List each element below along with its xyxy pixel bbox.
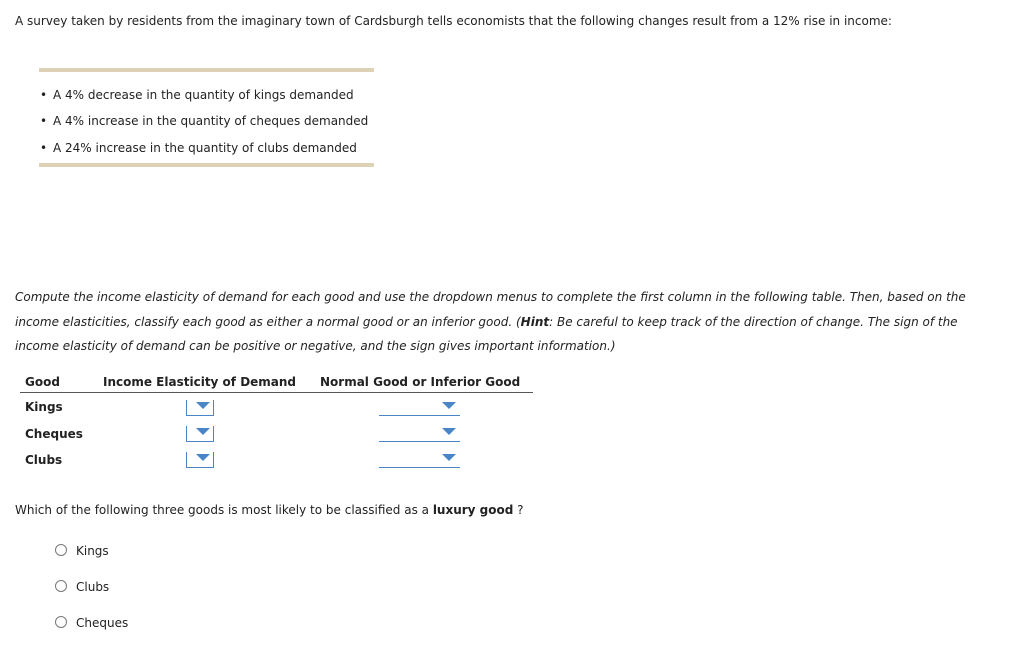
luxury-question [15,502,524,518]
dropdown-arrow-icon [196,428,210,435]
intro-text: A survey taken by residents from the imaginary town of Cardsburgh tells economists that the following changes result from a 12% rise in income: [15,14,892,28]
header-classification: Normal Good or Inferior Good [320,375,521,389]
row-label-clubs: Clubs [25,453,63,467]
option-label: Kings [76,544,109,558]
hint-label: Hint [520,314,550,329]
income-changes-box [39,68,374,167]
dropdown-arrow-icon [196,454,210,461]
radio-button[interactable] [55,616,67,628]
option-label: Clubs [76,580,110,594]
dropdown-arrow-icon [442,402,456,409]
row-label-kings: Kings [25,400,63,414]
header-elasticity: Income Elasticity of Demand [103,375,297,389]
clubs-classification-dropdown[interactable] [379,452,460,468]
dropdown-arrow-icon [442,428,456,435]
instructions-part1: Compute the income elasticity of demand for each good and use the dropdown menus to complete the first column in the following table. Then, based on the income elasticities, classify each good as either a normal good or an inferior good. ( [15,290,966,329]
kings-classification-dropdown[interactable] [379,400,460,416]
question-emphasis: luxury good [432,503,514,517]
radio-button[interactable] [55,580,67,592]
clubs-elasticity-dropdown[interactable] [186,452,214,468]
instructions-text [15,285,1000,359]
change-item-clubs: • A 24% increase in the quantity of clubs demanded [39,140,357,156]
change-item-kings: • A 4% decrease in the quantity of kings demanded [39,87,354,103]
radio-button[interactable] [55,544,67,556]
question-prefix: Which of the following three goods is most likely to be classified as a [15,503,433,517]
instructions-part2: : Be careful to keep track of the direction of change. The sign of the income elasticity of demand can be positive or negative, and the sign gives important information.) [15,314,958,353]
option-label: Cheques [76,616,129,630]
dropdown-arrow-icon [442,454,456,461]
question-suffix: ? [513,503,524,517]
kings-elasticity-dropdown[interactable] [186,400,214,416]
header-good: Good [25,375,60,389]
row-label-cheques: Cheques [25,427,83,441]
table-header-divider [20,392,533,393]
change-item-cheques: • A 4% increase in the quantity of cheques demanded [39,113,368,129]
cheques-elasticity-dropdown[interactable] [186,426,214,442]
cheques-classification-dropdown[interactable] [379,426,460,442]
dropdown-arrow-icon [196,402,210,409]
